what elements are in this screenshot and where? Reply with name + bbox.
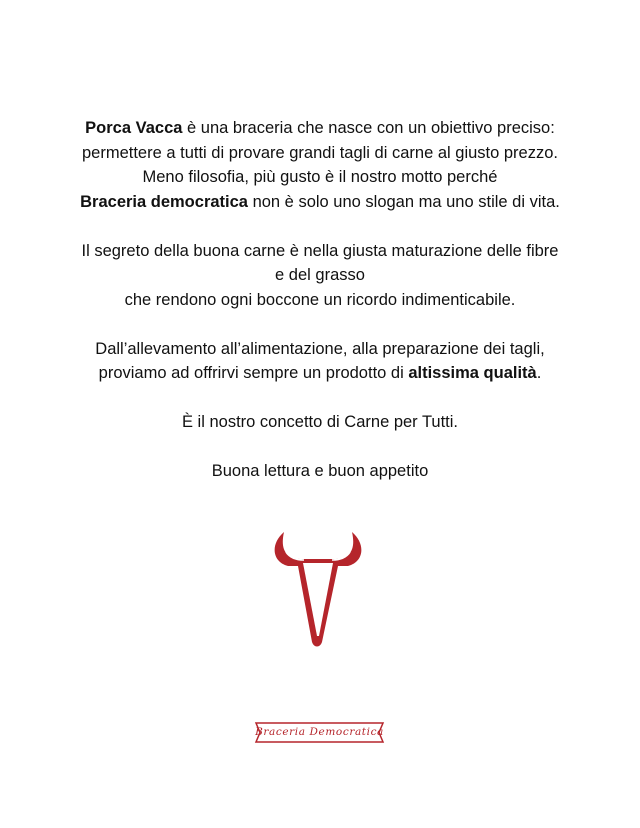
intro-line-1: è una braceria che nasce con un obiettivo preciso: xyxy=(182,119,555,137)
concept-line: È il nostro concetto di Carne per Tutti. xyxy=(181,413,459,431)
aging-line-3: che rendono ogni boccone un ricordo indimenticabile. xyxy=(124,290,516,309)
slogan: Braceria democratica xyxy=(80,192,248,211)
aging-line-2: e del grasso xyxy=(275,266,365,284)
intro-line-3: Meno filosofia, più gusto è il nostro motto perché xyxy=(142,168,498,186)
aging-line-1: Il segreto della buona carne è nella giusta maturazione delle fibre xyxy=(81,241,559,260)
aging-paragraph xyxy=(0,239,640,313)
quality-paragraph xyxy=(0,337,640,386)
intro-paragraph xyxy=(0,116,640,214)
quality-line-1: Dall’allevamento all’alimentazione, alla preparazione dei tagli, xyxy=(95,339,545,358)
quality-line-2-end: . xyxy=(536,364,542,382)
quality-line-2: proviamo ad offrirvi sempre un prodotto di xyxy=(98,364,409,382)
quality-highlight: altissima qualità xyxy=(408,364,537,382)
intro-line-4: non è solo uno slogan ma uno stile di vita. xyxy=(247,192,560,211)
brand-name: Porca Vacca xyxy=(85,119,183,137)
intro-line-2: permettere a tutti di provare grandi tagli di carne al giusto prezzo. xyxy=(81,143,558,162)
closing-line: Buona lettura e buon appetito xyxy=(211,462,429,480)
bull-horns-icon xyxy=(270,530,366,648)
intro-text xyxy=(0,116,640,508)
badge-label: Braceria Democratica xyxy=(255,726,384,738)
